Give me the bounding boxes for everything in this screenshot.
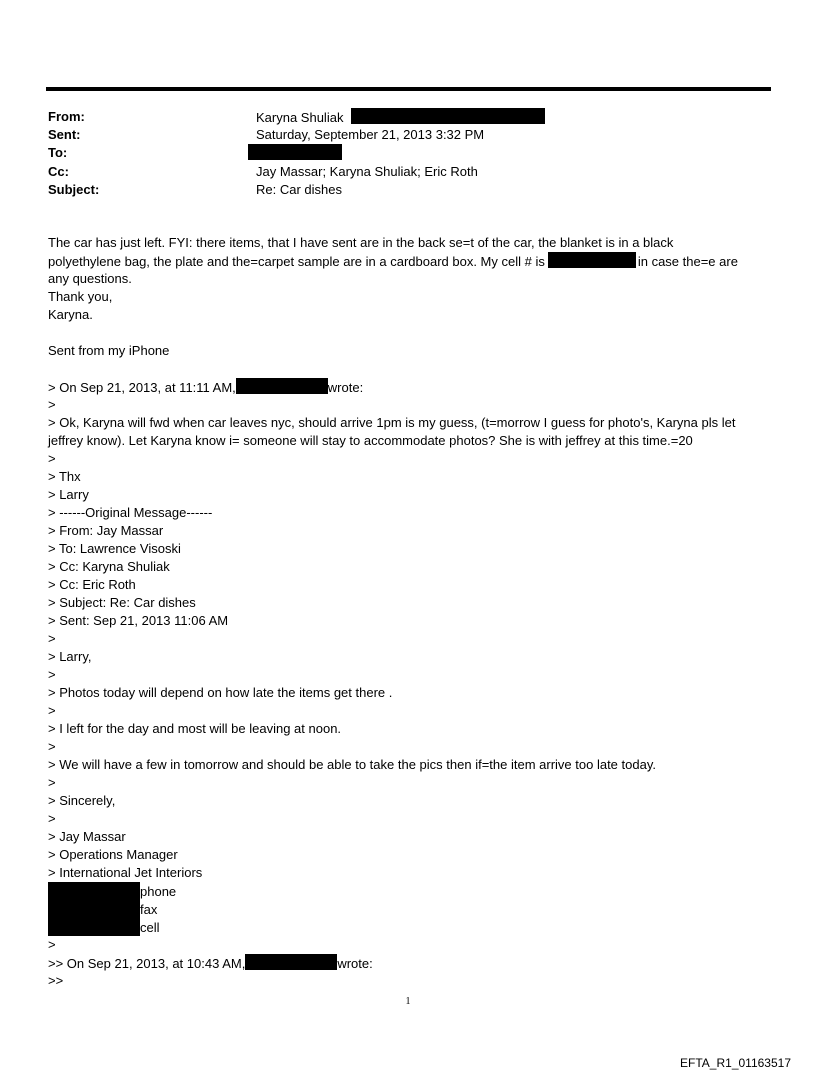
cc-label: Cc: (48, 163, 69, 179)
quote-line: > Cc: Karyna Shuliak (48, 559, 170, 574)
quote-line: > (48, 631, 56, 646)
quote-line: > Larry, (48, 649, 92, 664)
quote-line: > (48, 739, 56, 754)
body-line: polyethylene bag, the plate and the=carpet sample are in a cardboard box. My cell # is in case the=e are (48, 254, 738, 269)
sent-value: Saturday, September 21, 2013 3:32 PM (256, 127, 485, 143)
quote-line: > Ok, Karyna will fwd when car leaves nyc, should arrive 1pm is my guess, (t=morrow I guess for photo's, Karyna pls let (48, 415, 736, 430)
quote-line: > ------Original Message------ (48, 505, 213, 520)
quote-line: > Thx (48, 469, 81, 484)
redaction-box (236, 378, 328, 394)
quote-line: > (48, 811, 56, 826)
redaction-box (245, 954, 337, 970)
signature-phone: phone (48, 882, 768, 900)
quote-line: > (48, 451, 56, 466)
quote-line: > Cc: Eric Roth (48, 577, 136, 592)
quote-line: >> (48, 973, 64, 988)
quote-line: > We will have a few in tomorrow and should be able to take the pics then if=the item arrive too late today. (48, 757, 656, 772)
quote-line: > Photos today will depend on how late the items get there . (48, 685, 393, 700)
to-label: To: (48, 145, 68, 161)
subject-value: Re: Car dishes (256, 181, 342, 197)
quote-line: > (48, 397, 56, 412)
signature-cell: cell (48, 918, 768, 936)
redaction-box (48, 918, 140, 936)
quote-line: > Larry (48, 487, 89, 502)
signature-name: > Jay Massar (48, 829, 126, 844)
thanks-line: Thank you, (48, 289, 113, 304)
subject-label: Subject: (48, 181, 100, 197)
quote-line: > From: Jay Massar (48, 523, 164, 538)
quote-line: > (48, 703, 56, 718)
quote-line: > (48, 775, 56, 790)
signature-title: > Operations Manager (48, 847, 178, 862)
from-value: Karyna Shuliak (256, 110, 344, 125)
quote-line: > To: Lawrence Visoski (48, 541, 181, 556)
redaction-box (351, 108, 545, 124)
page-number: 1 (405, 996, 411, 1007)
quote-line: jeffrey know). Let Karyna know i= someone will stay to accommodate photos? She is with jeffrey at this time.=20 (48, 433, 693, 448)
cc-value: Jay Massar; Karyna Shuliak; Eric Roth (256, 163, 478, 179)
quote-attribution: > On Sep 21, 2013, at 11:11 AM, wrote: (48, 380, 364, 395)
quote-attribution: >> On Sep 21, 2013, at 10:43 AM, wrote: (48, 956, 373, 971)
body-line: any questions. (48, 271, 132, 286)
quote-line: > Sincerely, (48, 793, 116, 808)
quote-line: > Sent: Sep 21, 2013 11:06 AM (48, 613, 229, 628)
from-label: From: (48, 109, 85, 124)
signoff-line: Karyna. (48, 307, 93, 322)
sent-from-line: Sent from my iPhone (48, 343, 170, 358)
quote-line: > (48, 667, 56, 682)
quote-line: > I left for the day and most will be leaving at noon. (48, 721, 342, 736)
body-line: The car has just left. FYI: there items, that I have sent are in the back se=t of the car, the blanket is in a black (48, 235, 674, 250)
document-id: EFTA_R1_01163517 (680, 1056, 791, 1070)
quote-line: > Subject: Re: Car dishes (48, 595, 196, 610)
email-body (48, 234, 768, 990)
sent-label: Sent: (48, 127, 81, 143)
quote-line: > (48, 937, 56, 952)
redaction-box (48, 882, 140, 900)
redaction-box (248, 144, 342, 160)
redaction-box (48, 900, 140, 918)
header-rule (46, 87, 771, 91)
signature-company: > International Jet Interiors (48, 865, 203, 880)
signature-fax: fax (48, 900, 768, 918)
redaction-box (548, 252, 636, 268)
